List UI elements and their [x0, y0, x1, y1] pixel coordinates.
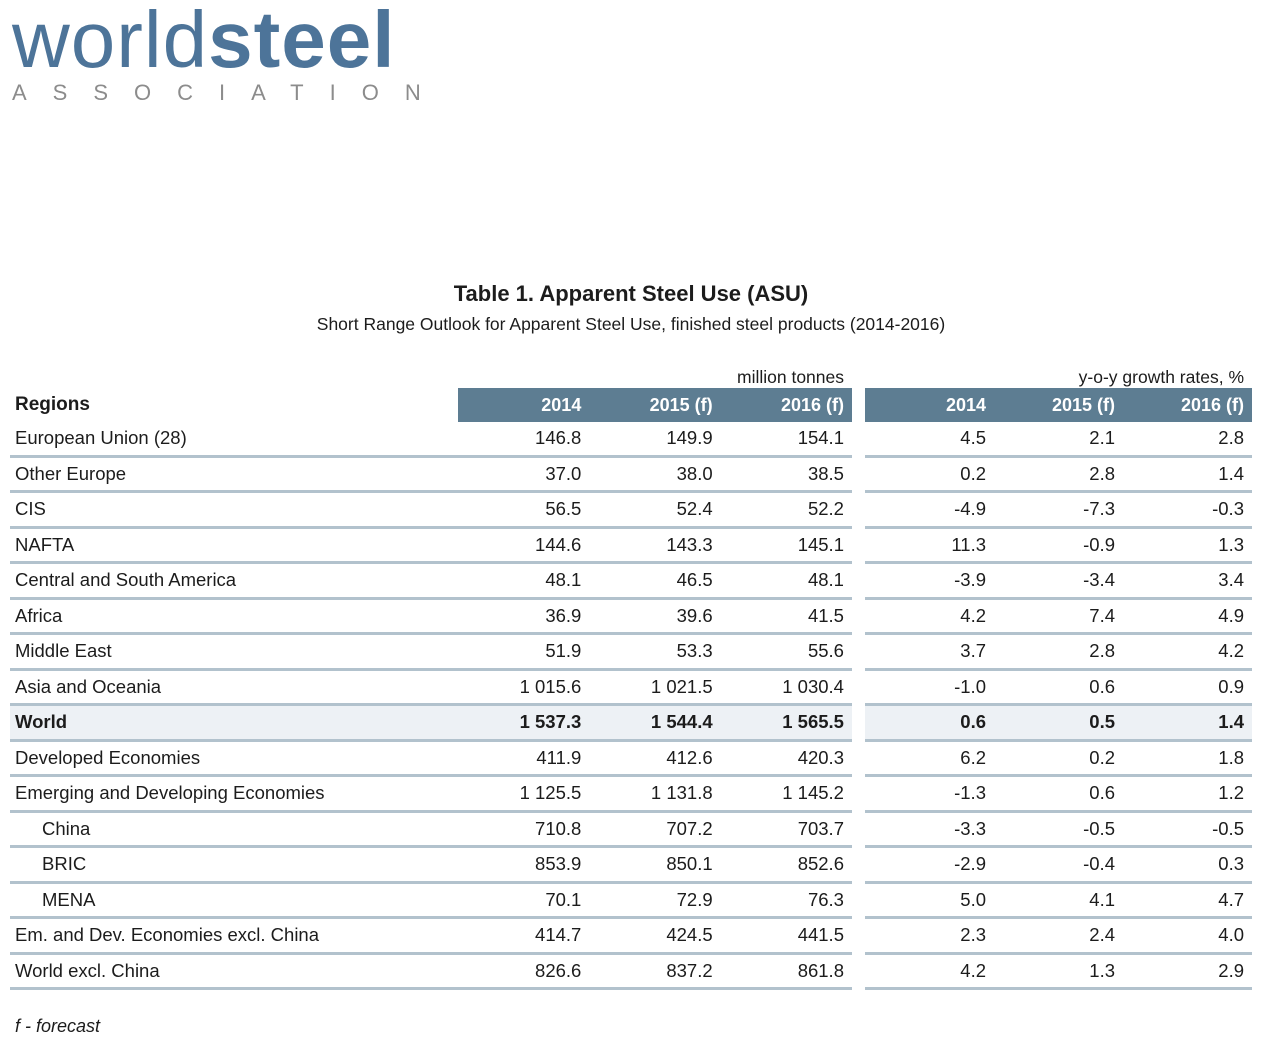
row-left-segment [10, 706, 852, 742]
region-label: MENA [42, 888, 96, 910]
asu-2014-value: 146.8 [535, 427, 582, 449]
asu-2016f-value: 76.3 [807, 888, 844, 910]
region-label: European Union (28) [15, 427, 187, 449]
region-label: Emerging and Developing Economies [15, 782, 325, 804]
table-row [10, 742, 1252, 778]
row-left-segment [10, 884, 852, 920]
row-right-segment [865, 493, 1252, 529]
growth-2015f-value: 2.4 [1089, 924, 1115, 946]
growth-2016f-value: 1.8 [1218, 746, 1244, 768]
column-group-gap [852, 706, 865, 742]
growth-2016f-value: 3.4 [1218, 569, 1244, 591]
row-left-segment [10, 564, 852, 600]
growth-2015f-value: -3.4 [1083, 569, 1115, 591]
growth-rates-group-label: y-o-y growth rates, % [1078, 367, 1244, 387]
growth-2016f-value: 1.4 [1218, 462, 1244, 484]
row-right-segment [865, 564, 1252, 600]
year-header-2015f: 2015 (f) [1051, 394, 1115, 415]
growth-2015f-value: 2.1 [1089, 427, 1115, 449]
column-group-gap [852, 493, 865, 529]
asu-2016f-value: 1 145.2 [782, 782, 844, 804]
asu-table [10, 358, 1252, 1037]
row-left-segment [10, 529, 852, 565]
asu-2016f-value: 41.5 [807, 604, 844, 626]
region-label: Middle East [15, 640, 112, 662]
row-right-segment [865, 600, 1252, 636]
asu-2014-value: 411.9 [536, 746, 582, 768]
growth-2015f-value: 0.6 [1089, 675, 1115, 697]
region-label: NAFTA [15, 533, 75, 555]
asu-2014-value: 48.1 [545, 569, 582, 591]
logo-association-text: ASSOCIATION [12, 80, 447, 105]
asu-2016f-value: 861.8 [797, 959, 844, 981]
region-label: Em. and Dev. Economies excl. China [15, 924, 320, 946]
asu-2015f-value: 850.1 [666, 853, 713, 875]
table-row [10, 884, 1252, 920]
year-header-2014: 2014 [541, 394, 582, 415]
region-label: Other Europe [15, 462, 127, 484]
asu-2016f-value: 420.3 [797, 746, 844, 768]
row-left-segment [10, 919, 852, 955]
growth-2014-value: 6.2 [960, 746, 986, 768]
growth-2016f-value: 1.2 [1218, 782, 1244, 804]
table-row [10, 919, 1252, 955]
row-right-segment [865, 813, 1252, 849]
asu-2016f-value: 38.5 [807, 462, 844, 484]
row-left-segment [10, 600, 852, 636]
row-left-segment [10, 422, 852, 458]
asu-2014-value: 51.9 [545, 640, 582, 662]
row-right-segment [865, 422, 1252, 458]
row-left-segment [10, 742, 852, 778]
region-label: World excl. China [15, 959, 160, 981]
row-right-segment [865, 635, 1252, 671]
asu-2015f-value: 1 131.8 [650, 782, 713, 804]
growth-2016f-value: 4.7 [1218, 888, 1244, 910]
column-group-labels [10, 358, 1252, 388]
row-right-segment [865, 706, 1252, 742]
growth-2016f-value: 2.9 [1218, 959, 1244, 981]
growth-2014-value: 3.7 [960, 640, 986, 662]
table-row [10, 813, 1252, 849]
asu-2016f-value: 852.6 [797, 853, 844, 875]
growth-2014-value: 2.3 [960, 924, 986, 946]
table-row [10, 458, 1252, 494]
growth-2015f-value: 4.1 [1089, 888, 1115, 910]
region-label: Central and South America [15, 569, 237, 591]
growth-2015f-value: -0.4 [1083, 853, 1115, 875]
asu-2016f-value: 154.1 [797, 427, 844, 449]
growth-2016f-value: 1.3 [1218, 533, 1244, 555]
region-label: BRIC [42, 853, 87, 875]
logo-word-world: world [12, 0, 209, 84]
growth-2015f-value: 7.4 [1089, 604, 1115, 626]
growth-2014-value: -1.0 [954, 675, 986, 697]
table-row [10, 955, 1252, 991]
year-header-2016f: 2016 (f) [1180, 394, 1244, 415]
row-right-segment [865, 848, 1252, 884]
growth-2016f-value: 0.3 [1218, 853, 1244, 875]
row-right-segment [865, 919, 1252, 955]
growth-2015f-value: -0.9 [1083, 533, 1115, 555]
column-group-gap [852, 777, 865, 813]
row-right-segment [865, 529, 1252, 565]
growth-2014-value: 4.2 [960, 604, 986, 626]
column-group-gap [852, 635, 865, 671]
year-header-2016f: 2016 (f) [780, 394, 844, 415]
region-label: Asia and Oceania [15, 675, 162, 697]
asu-2014-value: 853.9 [535, 853, 582, 875]
asu-2015f-value: 412.6 [666, 746, 713, 768]
asu-2015f-value: 39.6 [676, 604, 713, 626]
asu-2015f-value: 424.5 [666, 924, 713, 946]
asu-2014-value: 36.9 [545, 604, 582, 626]
asu-2015f-value: 837.2 [666, 959, 713, 981]
asu-2015f-value: 143.3 [666, 533, 713, 555]
regions-column-header: Regions [15, 394, 90, 415]
worldsteel-logo [12, 0, 472, 106]
region-label: CIS [15, 498, 46, 520]
column-group-gap [852, 529, 865, 565]
row-left-segment [10, 955, 852, 991]
column-group-gap [852, 813, 865, 849]
column-group-gap [852, 564, 865, 600]
growth-2016f-value: 1.4 [1218, 711, 1244, 733]
asu-2014-value: 144.6 [535, 533, 582, 555]
column-group-gap [852, 422, 865, 458]
growth-2014-value: 4.5 [960, 427, 986, 449]
column-group-gap [852, 600, 865, 636]
asu-2016f-value: 1 030.4 [782, 675, 844, 697]
row-left-segment [10, 671, 852, 707]
asu-2016f-value: 441.5 [797, 924, 844, 946]
asu-2014-value: 414.7 [535, 924, 582, 946]
table-body [10, 422, 1252, 990]
row-left-segment [10, 777, 852, 813]
growth-2015f-value: -7.3 [1083, 498, 1115, 520]
growth-2014-value: 4.2 [960, 959, 986, 981]
growth-2014-value: 5.0 [960, 888, 986, 910]
table-row [10, 493, 1252, 529]
asu-2016f-value: 52.2 [807, 498, 844, 520]
row-right-segment [865, 884, 1252, 920]
growth-2015f-value: 0.6 [1089, 782, 1115, 804]
table-row [10, 564, 1252, 600]
row-left-segment [10, 458, 852, 494]
growth-2016f-value: -0.5 [1212, 817, 1244, 839]
growth-2014-value: -2.9 [954, 853, 986, 875]
asu-2014-value: 826.6 [535, 959, 582, 981]
asu-2015f-value: 46.5 [676, 569, 713, 591]
column-group-gap [852, 458, 865, 494]
row-left-segment [10, 848, 852, 884]
asu-2015f-value: 38.0 [676, 462, 713, 484]
logo-word-steel: steel [208, 0, 396, 84]
growth-2016f-value: 0.9 [1218, 675, 1244, 697]
asu-2016f-value: 48.1 [807, 569, 844, 591]
growth-2016f-value: -0.3 [1212, 498, 1244, 520]
growth-2015f-value: 2.8 [1089, 640, 1115, 662]
forecast-footnote: f - forecast [15, 1016, 101, 1036]
growth-2015f-value: 0.5 [1089, 711, 1115, 733]
growth-2015f-value: 0.2 [1089, 746, 1115, 768]
table-row [10, 671, 1252, 707]
growth-rates-year-header-bar [865, 388, 1252, 422]
row-right-segment [865, 955, 1252, 991]
asu-2015f-value: 53.3 [676, 640, 713, 662]
growth-2014-value: 0.2 [960, 462, 986, 484]
row-right-segment [865, 671, 1252, 707]
million-tonnes-group-label: million tonnes [737, 367, 844, 387]
table-row [10, 777, 1252, 813]
asu-2016f-value: 703.7 [797, 817, 844, 839]
growth-2014-value: 0.6 [960, 711, 986, 733]
growth-2014-value: 11.3 [951, 533, 986, 555]
year-header-2015f: 2015 (f) [649, 394, 713, 415]
table-header-row [10, 388, 1252, 422]
row-right-segment [865, 458, 1252, 494]
asu-2014-value: 1 125.5 [519, 782, 582, 804]
region-label: Developed Economies [15, 746, 201, 768]
column-group-gap [852, 919, 865, 955]
column-group-gap [852, 742, 865, 778]
asu-2016f-value: 55.6 [807, 640, 844, 662]
asu-2014-value: 1 537.3 [519, 711, 582, 733]
row-left-segment [10, 813, 852, 849]
region-label: World [15, 711, 68, 733]
year-header-2014: 2014 [945, 394, 986, 415]
logo-wordmark [12, 0, 472, 84]
asu-2014-value: 70.1 [545, 888, 582, 910]
growth-2014-value: -4.9 [954, 498, 986, 520]
region-label: Africa [15, 604, 63, 626]
asu-2015f-value: 72.9 [676, 888, 713, 910]
asu-2016f-value: 1 565.5 [782, 711, 844, 733]
growth-2014-value: -3.3 [954, 817, 986, 839]
asu-2015f-value: 1 021.5 [650, 675, 713, 697]
table-row [10, 848, 1252, 884]
million-tonnes-year-header-bar [458, 388, 852, 422]
asu-2015f-value: 707.2 [666, 817, 713, 839]
column-group-gap [852, 884, 865, 920]
table-row [10, 600, 1252, 636]
growth-2014-value: -3.9 [954, 569, 986, 591]
asu-2014-value: 37.0 [545, 462, 582, 484]
growth-2015f-value: 1.3 [1089, 959, 1115, 981]
growth-2015f-value: -0.5 [1083, 817, 1115, 839]
row-right-segment [865, 742, 1252, 778]
row-left-segment [10, 635, 852, 671]
growth-2014-value: -1.3 [954, 782, 986, 804]
growth-2016f-value: 4.2 [1218, 640, 1244, 662]
table-row [10, 706, 1252, 742]
growth-2016f-value: 4.9 [1218, 604, 1244, 626]
column-group-gap [852, 955, 865, 991]
table-title: Table 1. Apparent Steel Use (ASU) [453, 281, 809, 306]
row-left-segment [10, 493, 852, 529]
growth-2016f-value: 2.8 [1218, 427, 1244, 449]
asu-2016f-value: 145.1 [797, 533, 844, 555]
asu-2015f-value: 149.9 [666, 427, 713, 449]
column-group-gap [852, 671, 865, 707]
table-row [10, 635, 1252, 671]
asu-2015f-value: 52.4 [676, 498, 713, 520]
asu-2014-value: 710.8 [535, 817, 582, 839]
table-row [10, 529, 1252, 565]
table-row [10, 422, 1252, 458]
growth-2015f-value: 2.8 [1089, 462, 1115, 484]
asu-2014-value: 56.5 [545, 498, 582, 520]
region-label: China [42, 817, 91, 839]
table-subtitle: Short Range Outlook for Apparent Steel Use, finished steel products (2014-2016) [316, 314, 946, 334]
column-group-gap [852, 388, 865, 422]
asu-2015f-value: 1 544.4 [650, 711, 713, 733]
growth-2016f-value: 4.0 [1218, 924, 1244, 946]
column-group-gap [852, 848, 865, 884]
row-right-segment [865, 777, 1252, 813]
asu-2014-value: 1 015.6 [519, 675, 582, 697]
